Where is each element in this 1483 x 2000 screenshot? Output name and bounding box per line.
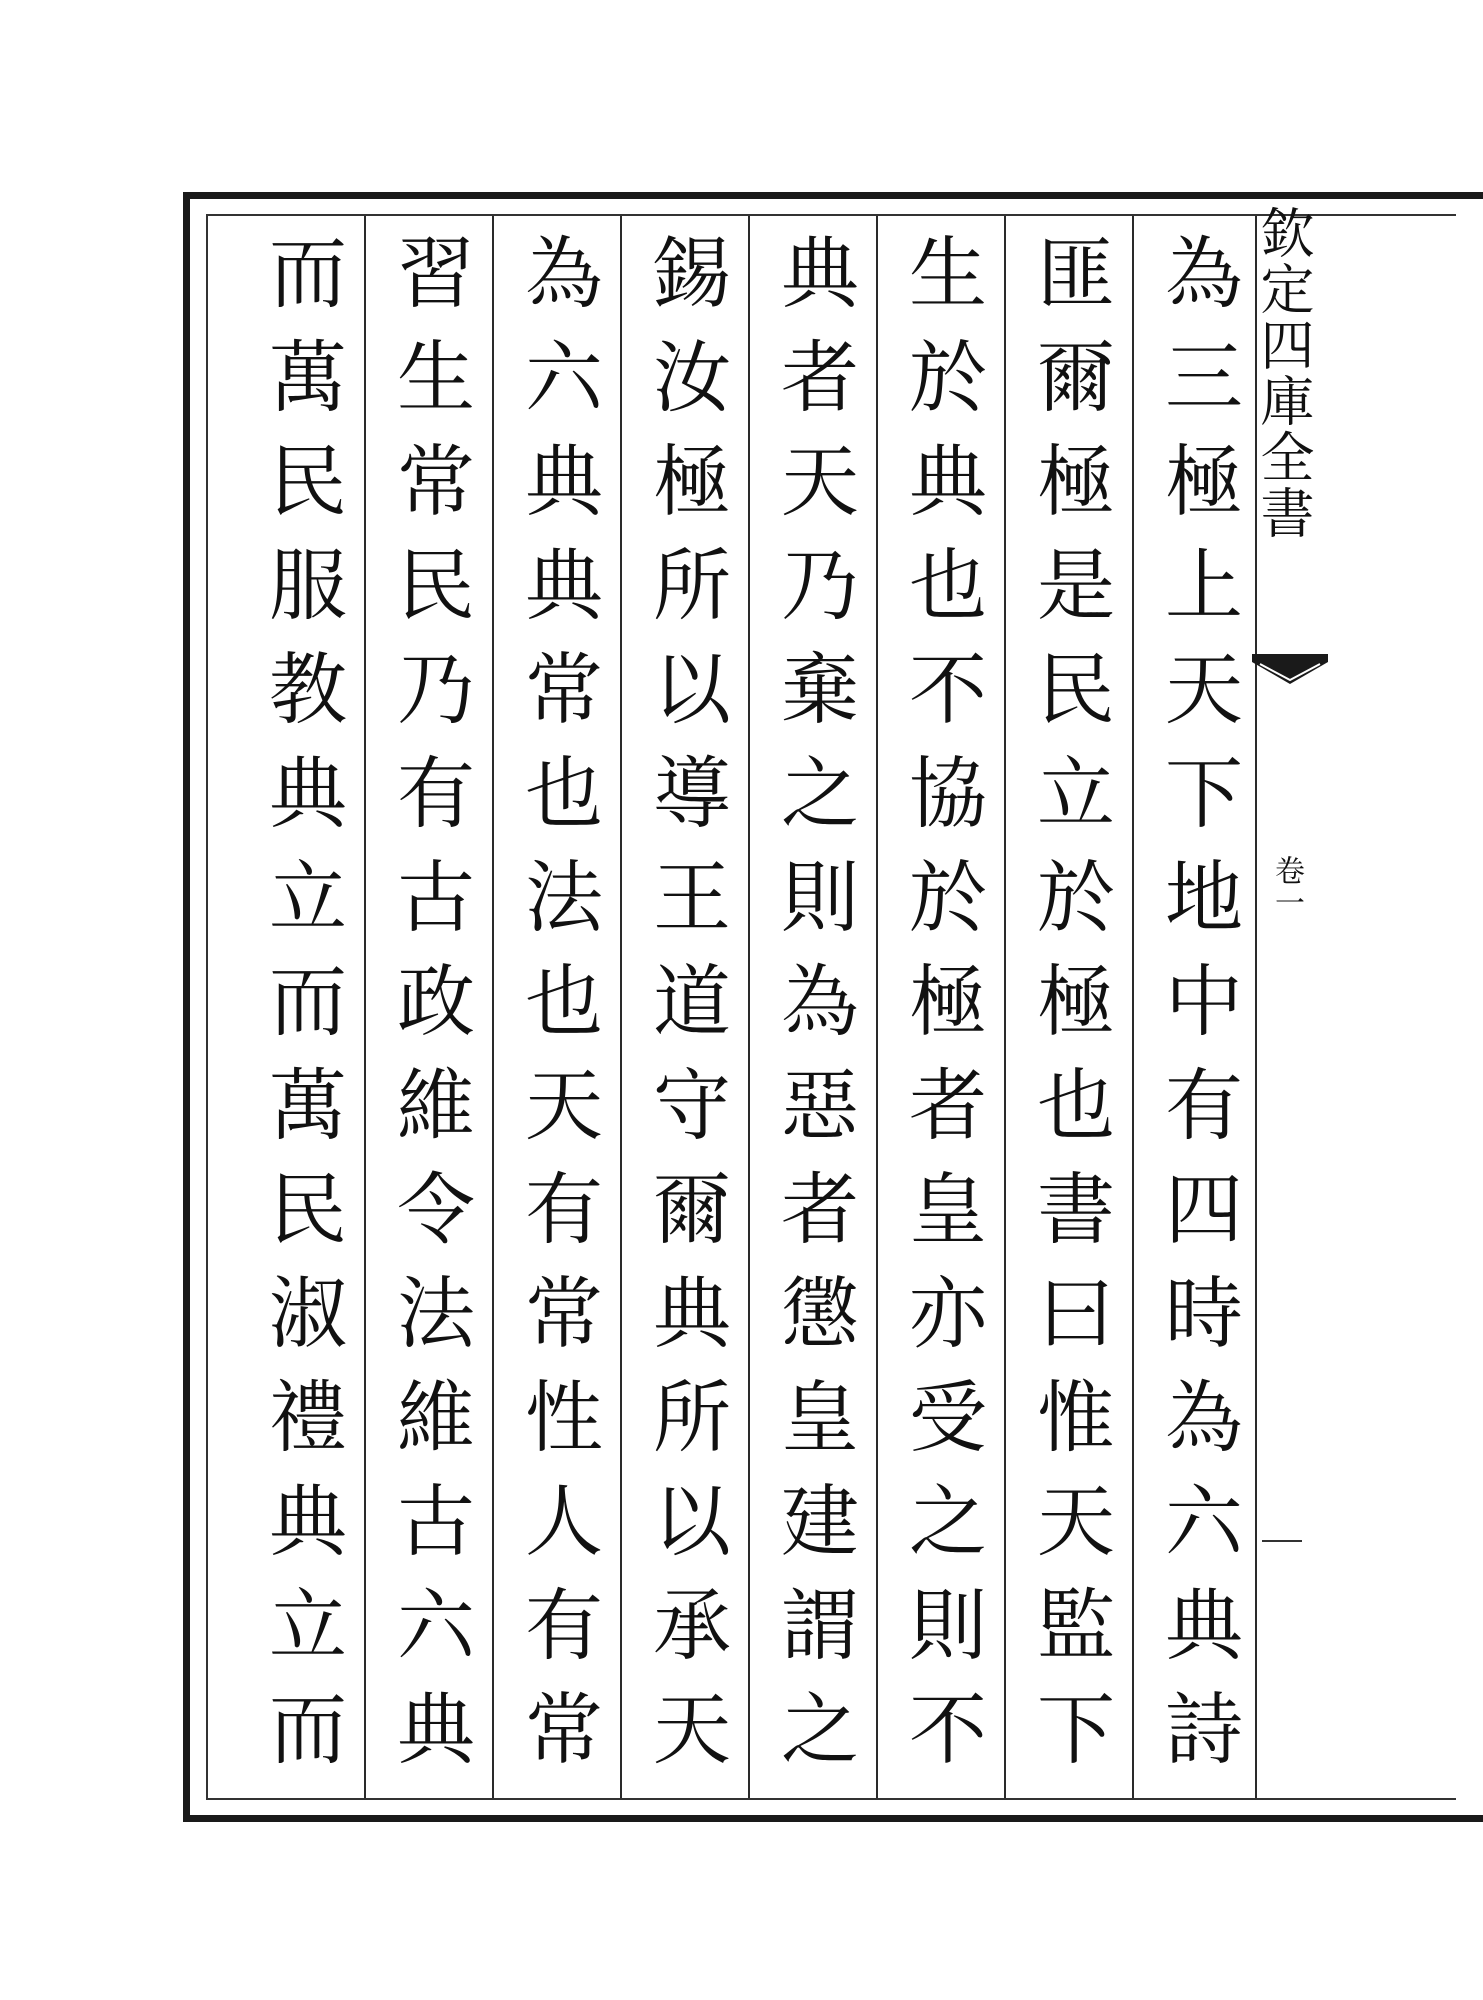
column-rule [620, 216, 622, 1798]
column-rule [748, 216, 750, 1798]
text-column-8: 而萬民服教典立而萬民淑禮典立而 [256, 232, 346, 1792]
column-rule [876, 216, 878, 1798]
book-title: 欽定四庫全書 [1252, 205, 1315, 541]
margin-tick [1262, 1540, 1302, 1542]
text-column-1: 為三極上天下地中有四時為六典詩 [1152, 232, 1242, 1792]
text-column-3: 生於典也不協於極者皇亦受之則不 [896, 232, 986, 1792]
text-column-6: 為六典典常也法也天有常性人有常 [512, 232, 602, 1792]
text-column-4: 典者天乃棄之則為惡者懲皇建謂之 [768, 232, 858, 1792]
column-rule [364, 216, 366, 1798]
text-column-2: 匪爾極是民立於極也書曰惟天監下 [1024, 232, 1114, 1792]
fishtail-ornament-icon [1250, 650, 1330, 688]
text-column-7: 習生常民乃有古政維令法維古六典 [384, 232, 474, 1792]
column-rule [1132, 216, 1134, 1798]
chapter-label: 卷一 [1269, 855, 1304, 919]
column-rule [1004, 216, 1006, 1798]
text-column-5: 錫汝極所以導王道守爾典所以承天 [640, 232, 730, 1792]
column-rule [492, 216, 494, 1798]
